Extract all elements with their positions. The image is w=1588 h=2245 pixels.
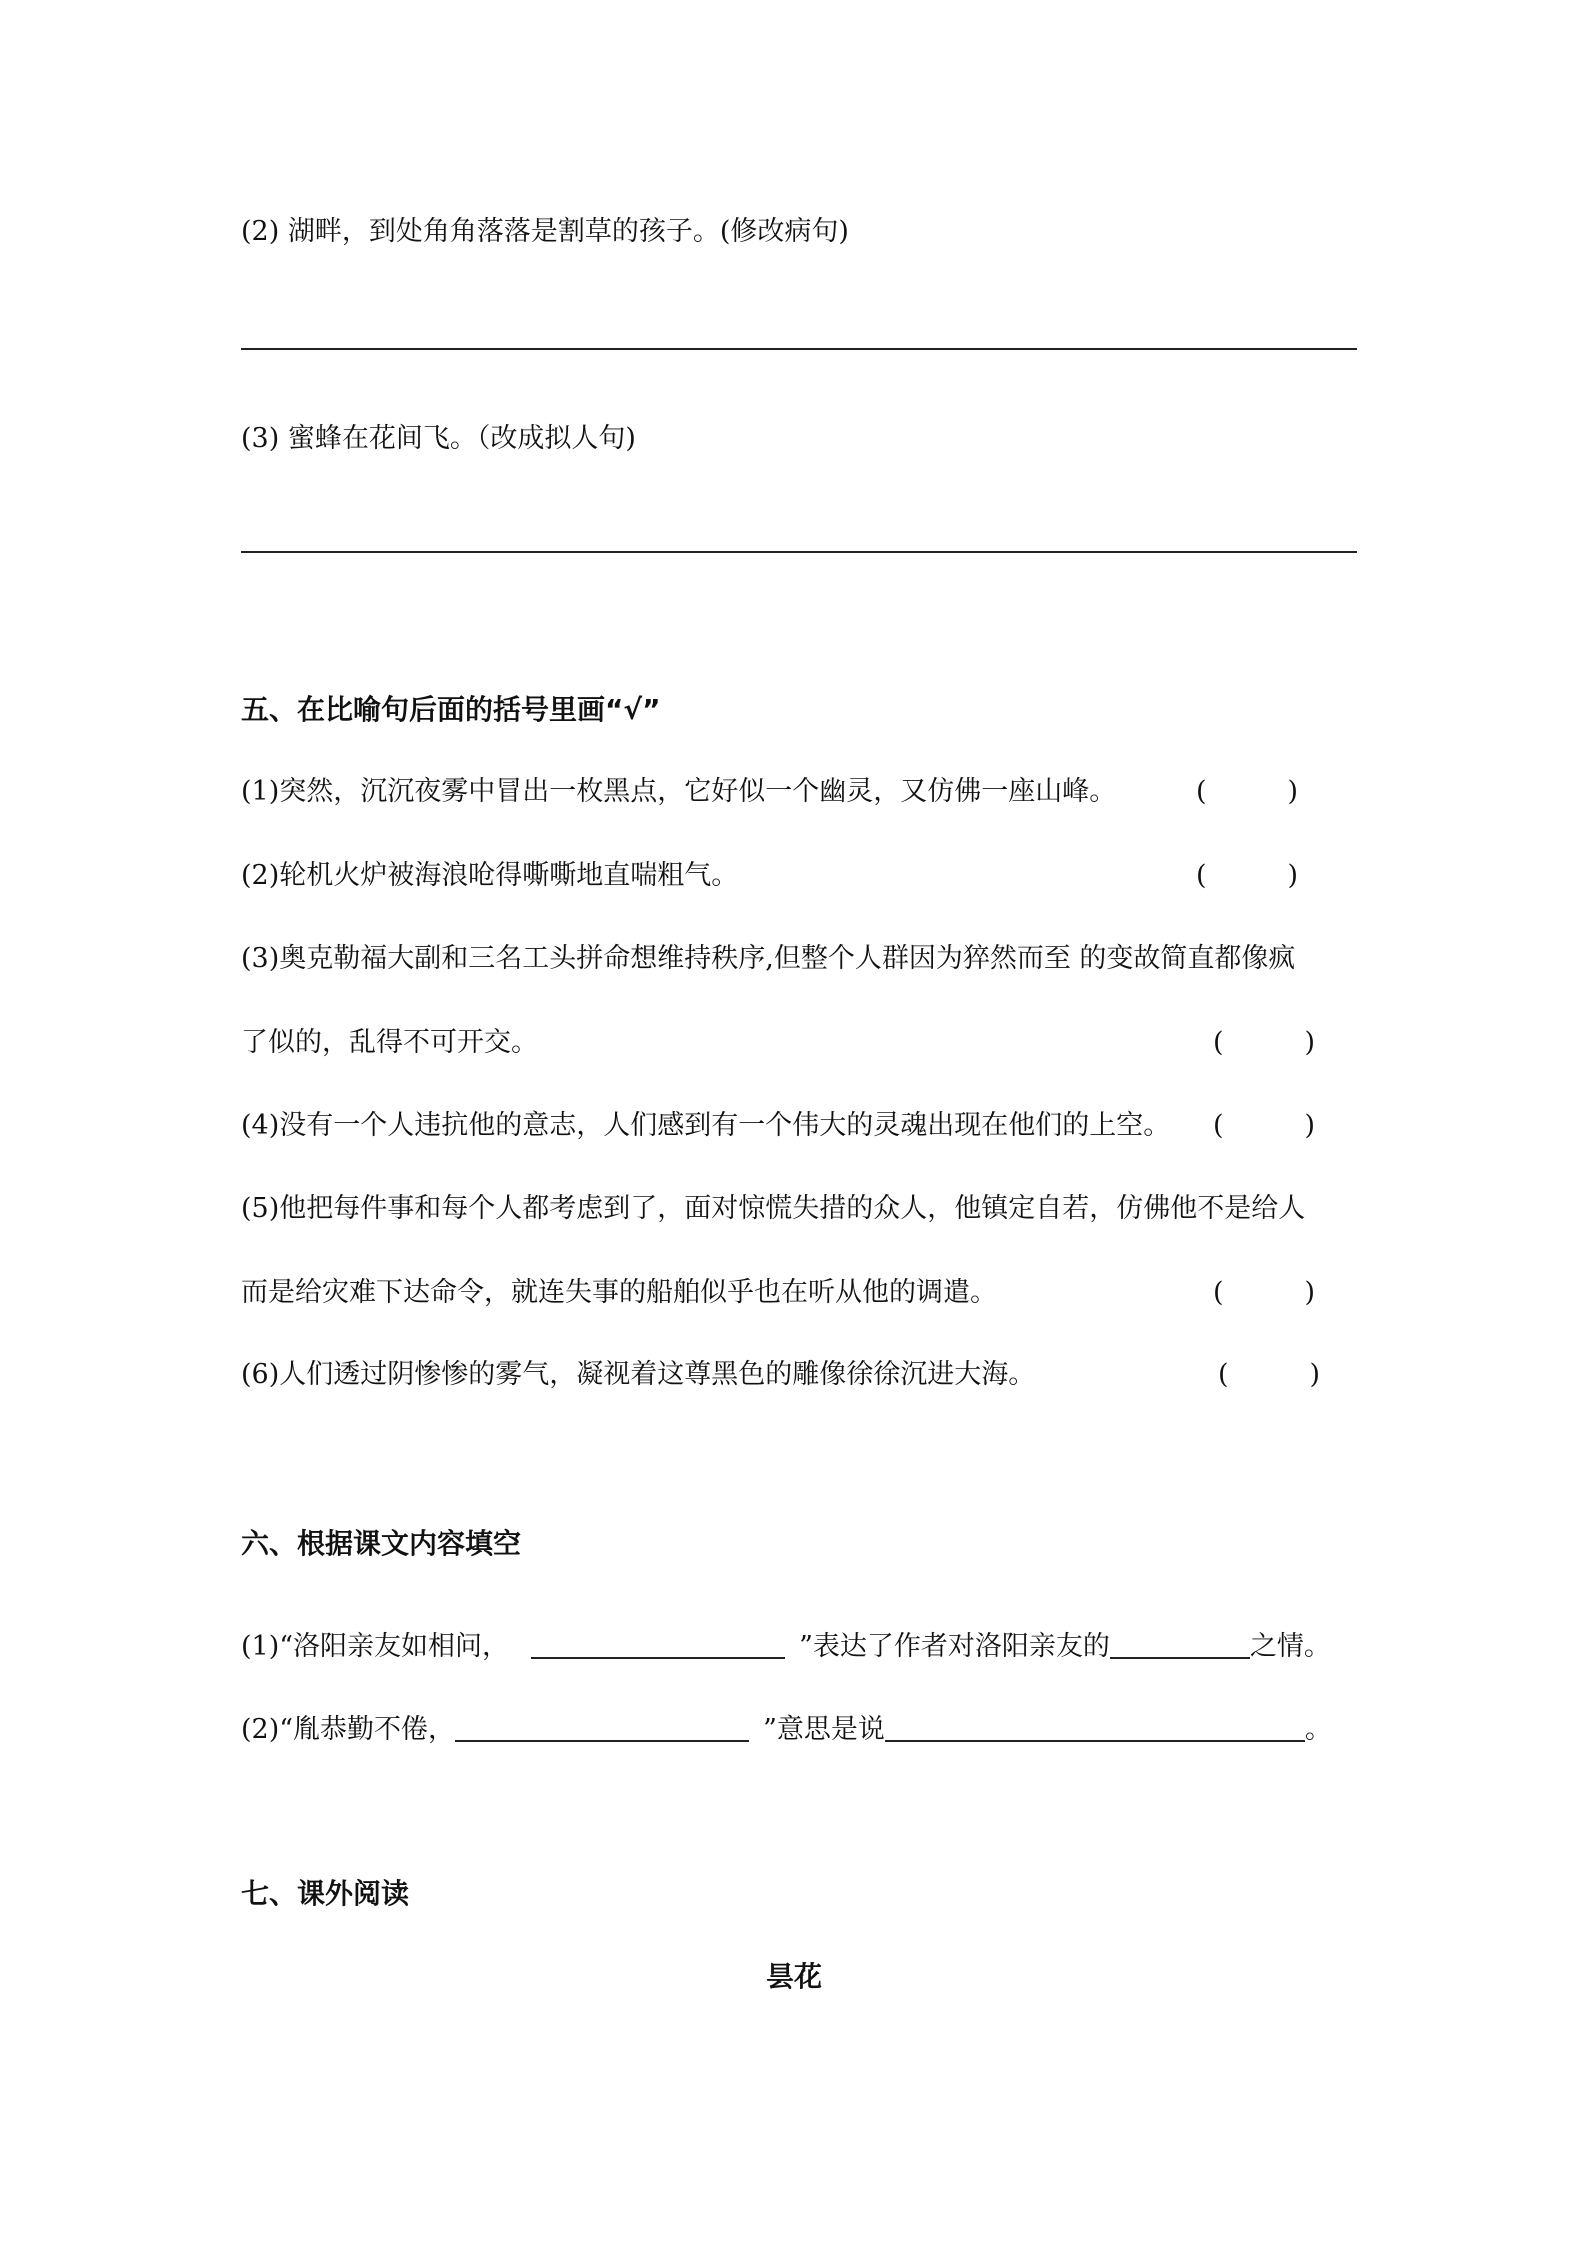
rewrite-question-2: (2) 湖畔，到处角角落落是割草的孩子。(修改病句) bbox=[241, 216, 849, 247]
fill-blank-question-1 bbox=[241, 1631, 1331, 1660]
answer-line[interactable] bbox=[241, 551, 1357, 553]
answer-parentheses[interactable]: ( ) bbox=[1196, 776, 1299, 807]
simile-item-4: (4)没有一个人违抗他的意志，人们感到有一个伟大的灵魂出现在他们的上空。 bbox=[241, 1110, 1171, 1141]
section7-heading: 七、课外阅读 bbox=[241, 1877, 410, 1910]
reading-title: 昙花 bbox=[765, 1960, 822, 1993]
answer-blank[interactable] bbox=[531, 1631, 785, 1659]
fill-blank-prefix: (2)“胤恭勤不倦， bbox=[241, 1714, 456, 1745]
answer-line[interactable] bbox=[241, 348, 1357, 350]
answer-blank[interactable] bbox=[455, 1714, 749, 1742]
section5-heading: 五、在比喻句后面的括号里画“√” bbox=[241, 693, 661, 726]
simile-item-6: (6)人们透过阴惨惨的雾气，凝视着这尊黑色的雕像徐徐沉进大海。 bbox=[241, 1359, 1036, 1390]
simile-item-1: (1)突然，沉沉夜雾中冒出一枚黑点，它好似一个幽灵，又仿佛一座山峰。 bbox=[241, 776, 1117, 807]
answer-parentheses[interactable]: ( ) bbox=[1213, 1277, 1316, 1308]
answer-blank[interactable] bbox=[1110, 1631, 1250, 1659]
answer-blank[interactable] bbox=[885, 1714, 1305, 1742]
answer-parentheses[interactable]: ( ) bbox=[1196, 860, 1299, 891]
simile-item-2: (2)轮机火炉被海浪呛得嘶嘶地直喘粗气。 bbox=[241, 860, 739, 891]
simile-item-3-line-1: (3)奥克勒福大副和三名工头拼命想维持秩序,但整个人群因为猝然而至 的变故简直都像疯 bbox=[241, 943, 1296, 974]
section6-heading: 六、根据课文内容填空 bbox=[241, 1527, 522, 1560]
simile-item-5-line-2: 而是给灾难下达命令，就连失事的船舶似乎也在听从他的调遣。 bbox=[241, 1277, 997, 1308]
answer-parentheses[interactable]: ( ) bbox=[1218, 1359, 1321, 1390]
answer-parentheses[interactable]: ( ) bbox=[1213, 1027, 1316, 1058]
rewrite-question-3: (3) 蜜蜂在花间飞。（改成拟人句) bbox=[241, 423, 636, 454]
fill-blank-question-2 bbox=[241, 1714, 1332, 1743]
simile-item-5-line-1: (5)他把每件事和每个人都考虑到了，面对惊慌失措的众人，他镇定自若，仿佛他不是给人 bbox=[241, 1193, 1306, 1224]
simile-item-3-line-2: 了似的，乱得不可开交。 bbox=[241, 1027, 538, 1058]
fill-blank-middle: ”表达了作者对洛阳亲友的 bbox=[799, 1631, 1110, 1662]
fill-blank-suffix: 。 bbox=[1304, 1714, 1332, 1745]
fill-blank-prefix: (1)“洛阳亲友如相问， bbox=[241, 1631, 510, 1662]
fill-blank-middle: ”意思是说 bbox=[763, 1714, 885, 1745]
answer-parentheses[interactable]: ( ) bbox=[1213, 1110, 1316, 1141]
fill-blank-suffix: 之情。 bbox=[1249, 1631, 1331, 1662]
